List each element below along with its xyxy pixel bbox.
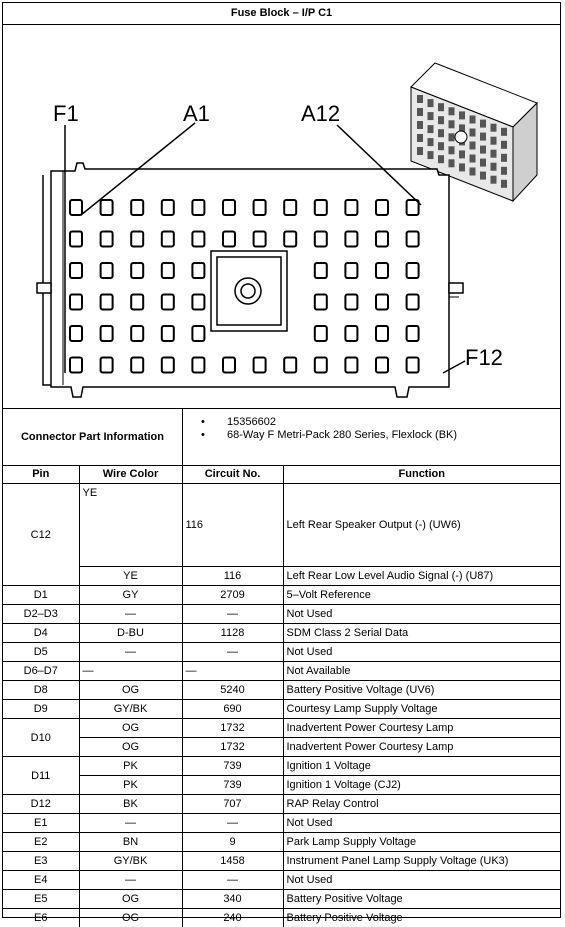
pin-cavity [131,263,143,278]
pin-cavity [376,295,388,310]
pin-cavity [131,326,143,341]
pin-cavity [376,326,388,341]
pin-cavity [376,200,388,215]
thumbnail-cavity [449,146,455,154]
pin-cavity [254,232,266,247]
thumbnail-cavity [501,167,507,175]
thumbnail-cavity [428,99,434,107]
pin-cavity [70,358,82,373]
function-cell: Not Used [283,814,560,833]
connector-part-info [3,409,560,466]
thumbnail-cavity [491,124,497,132]
circuit-cell: 5240 [182,681,283,700]
pin-cell: D11 [3,757,79,795]
thumbnail-cavity [491,176,497,184]
circuit-cell: — [182,814,283,833]
circuit-cell: 240 [182,909,283,927]
thumbnail-cavity [449,159,455,167]
pin-cell: D1 [3,586,79,605]
function-cell: Not Used [283,605,560,624]
thumbnail-cavity [491,163,497,171]
thumbnail-cavity [449,133,455,141]
circuit-cell: 1732 [182,738,283,757]
function-cell: Battery Positive Voltage [283,909,560,927]
pin-cell: D10 [3,719,79,757]
table-row [3,484,560,567]
wire-color-cell: BK [79,795,182,814]
wire-color-cell: YE [79,567,182,586]
pin-cavity [101,232,113,247]
function-cell: 5–Volt Reference [283,586,560,605]
pin-cavity [345,200,357,215]
pin-cavity [131,295,143,310]
thumbnail-cavity [501,141,507,149]
wire-color-cell: — [79,814,182,833]
wire-color-cell: GY/BK [79,700,182,719]
pin-cell: E6 [3,909,79,927]
pin-cavity [101,358,113,373]
table-row [3,852,560,871]
wire-color-cell: GY/BK [79,852,182,871]
function-cell: SDM Class 2 Serial Data [283,624,560,643]
function-cell: Park Lamp Supply Voltage [283,833,560,852]
pin-cavity [162,326,174,341]
wire-color-cell: OG [79,719,182,738]
pin-cavity [192,295,204,310]
pin-cavity [254,358,266,373]
pin-cavity [162,200,174,215]
function-cell: Left Rear Speaker Output (-) (UW6) [283,484,560,567]
function-cell: Left Rear Low Level Audio Signal (-) (U87) [283,567,560,586]
pin-cavity [254,200,266,215]
pin-cavity [131,232,143,247]
thumbnail-cavity [470,142,476,150]
pin-cavity [192,326,204,341]
header-circuit: Circuit No. [182,466,283,484]
thumbnail-cavity [438,129,444,137]
table-row [3,814,560,833]
connector-drawing [3,25,560,408]
function-cell: Ignition 1 Voltage [283,757,560,776]
pin-cell: D9 [3,700,79,719]
table-row [3,681,560,700]
thumbnail-cavity [501,128,507,136]
pin-cavity [407,358,419,373]
connector-part-number: • 15356602 [227,416,560,429]
table-row [3,567,560,586]
circuit-cell: 2709 [182,586,283,605]
thumbnail-cavity [501,154,507,162]
table-row [3,795,560,814]
wire-color-cell: OG [79,890,182,909]
table-row [3,890,560,909]
pin-cell: E1 [3,814,79,833]
pin-cavity [223,200,235,215]
table-row [3,643,560,662]
function-cell: Not Used [283,643,560,662]
table-row [3,909,560,927]
wire-color-cell: OG [79,681,182,700]
thumbnail-cavity [501,180,507,188]
thumbnail-cavity [438,142,444,150]
function-cell: Battery Positive Voltage (UV6) [283,681,560,700]
thumbnail-cavity [417,108,423,116]
function-cell: Courtesy Lamp Supply Voltage [283,700,560,719]
function-cell: Instrument Panel Lamp Supply Voltage (UK3) [283,852,560,871]
table-row [3,776,560,795]
table-row [3,757,560,776]
thumbnail-cavity [470,129,476,137]
table-row [3,662,560,681]
pin-cavity [101,263,113,278]
pin-cell: D5 [3,643,79,662]
header-wire-color: Wire Color [79,466,182,484]
pin-cell: D4 [3,624,79,643]
table-row [3,624,560,643]
circuit-cell: 739 [182,757,283,776]
thumbnail-cavity [480,133,486,141]
pin-cavity [192,232,204,247]
pin-cavity [376,358,388,373]
pin-cavity [284,232,296,247]
pin-table [3,466,560,927]
wire-color-cell: D-BU [79,624,182,643]
pin-cavity [70,295,82,310]
wire-color-cell: OG [79,909,182,927]
pin-cavity [162,358,174,373]
wire-color-cell: GY [79,586,182,605]
thumbnail-cavity [470,155,476,163]
pin-cavity [407,326,419,341]
pin-cavity [376,263,388,278]
thumbnail-cavity [480,172,486,180]
pin-cavity [284,358,296,373]
pin-cavity [101,200,113,215]
pin-cavity [315,326,327,341]
function-cell: Not Available [283,662,560,681]
function-cell: Battery Positive Voltage [283,890,560,909]
center-bolt-icon [211,251,287,331]
function-cell: RAP Relay Control [283,795,560,814]
pin-cavity [70,326,82,341]
pin-cavity [315,295,327,310]
wire-color-cell: — [79,662,182,681]
circuit-cell: 1458 [182,852,283,871]
pin-cavity [284,200,296,215]
circuit-cell: 690 [182,700,283,719]
thumbnail-cavity [459,150,465,158]
wire-color-cell: PK [79,776,182,795]
wire-color-cell: PK [79,757,182,776]
pin-cavity [315,358,327,373]
thumbnail-cavity [459,163,465,171]
function-cell: Inadvertent Power Courtesy Lamp [283,719,560,738]
header-pin: Pin [3,466,79,484]
thumbnail-cavity [428,112,434,120]
pin-cell: E2 [3,833,79,852]
circuit-cell: — [182,871,283,890]
circuit-cell: 1732 [182,719,283,738]
circuit-cell: — [182,605,283,624]
thumbnail-cavity [449,120,455,128]
connector-description: • 68-Way F Metri-Pack 280 Series, Flexlock (BK) [227,429,560,442]
pin-cavity [192,200,204,215]
pin-cavity [223,358,235,373]
circuit-cell: 707 [182,795,283,814]
thumbnail-cavity [438,116,444,124]
thumbnail-cavity [428,138,434,146]
pin-cell: D12 [3,795,79,814]
thumbnail-cavity [417,121,423,129]
connector-sheet [2,2,561,918]
thumbnail-cavity [417,147,423,155]
pin-cell: C12 [3,484,79,586]
pin-cavity [70,200,82,215]
label-a12: A12 [301,101,340,126]
thumbnail-cavity [480,146,486,154]
page-title: Fuse Block – I/P C1 [3,3,560,25]
label-f12: F12 [465,345,503,370]
circuit-cell: 1128 [182,624,283,643]
wire-color-cell: YE [79,484,182,567]
table-row [3,586,560,605]
circuit-cell: 116 [182,484,283,567]
pin-cavity [70,232,82,247]
pin-cavity [376,232,388,247]
circuit-cell: 9 [182,833,283,852]
table-header-row [3,466,560,484]
header-function: Function [283,466,560,484]
table-row [3,700,560,719]
pin-cavity [315,263,327,278]
pin-cell: E4 [3,871,79,890]
table-row [3,738,560,757]
pin-cavity [162,295,174,310]
circuit-cell: — [182,643,283,662]
label-a1: A1 [183,101,210,126]
pin-cavity [101,295,113,310]
pin-cavity [407,232,419,247]
pin-cavity [131,358,143,373]
thumbnail-cavity [428,151,434,159]
pin-cavity [162,263,174,278]
pin-cell: D2–D3 [3,605,79,624]
thumbnail-cavity [417,95,423,103]
thumbnail-cavity [438,155,444,163]
pin-cavity [101,326,113,341]
pin-cavity [345,263,357,278]
thumbnail-cavity [470,116,476,124]
pin-cavity [192,263,204,278]
pin-cavity [345,295,357,310]
wire-color-cell: — [79,605,182,624]
pin-cell: E3 [3,852,79,871]
circuit-cell: 340 [182,890,283,909]
pin-cavity [315,232,327,247]
pin-cavity [70,263,82,278]
pin-cell: E5 [3,890,79,909]
label-f1: F1 [53,101,79,126]
pin-cavity [345,358,357,373]
pin-cavity [407,295,419,310]
table-row [3,833,560,852]
thumbnail-cavity [459,111,465,119]
thumbnail-cavity [491,150,497,158]
thumbnail-cavity [438,103,444,111]
table-row [3,719,560,738]
table-row [3,871,560,890]
wire-color-cell: OG [79,738,182,757]
circuit-cell: 739 [182,776,283,795]
thumbnail-cavity [449,107,455,115]
pin-cavity [223,232,235,247]
circuit-cell: 116 [182,567,283,586]
function-cell: Not Used [283,871,560,890]
function-cell: Ignition 1 Voltage (CJ2) [283,776,560,795]
pin-cavity [192,358,204,373]
wire-color-cell: — [79,871,182,890]
circuit-cell: — [182,662,283,681]
function-cell: Inadvertent Power Courtesy Lamp [283,738,560,757]
pin-cavity [345,232,357,247]
thumbnail-cavity [417,134,423,142]
connector-figure [3,25,560,409]
pin-cavity [345,326,357,341]
pin-cell: D8 [3,681,79,700]
pin-cavity [131,200,143,215]
pin-cavity [407,200,419,215]
pin-cell: D6–D7 [3,662,79,681]
pin-cavity [162,232,174,247]
thumbnail-cavity [491,137,497,145]
thumbnail-cavity [480,120,486,128]
thumbnail-cavity [428,125,434,133]
pin-cavity [315,200,327,215]
pin-cavity [407,263,419,278]
wire-color-cell: BN [79,833,182,852]
connector-info-label: Connector Part Information [3,409,183,465]
connector-info-list [183,409,560,465]
wire-color-cell: — [79,643,182,662]
thumbnail-cavity [470,168,476,176]
table-row [3,605,560,624]
thumbnail-cavity [480,159,486,167]
